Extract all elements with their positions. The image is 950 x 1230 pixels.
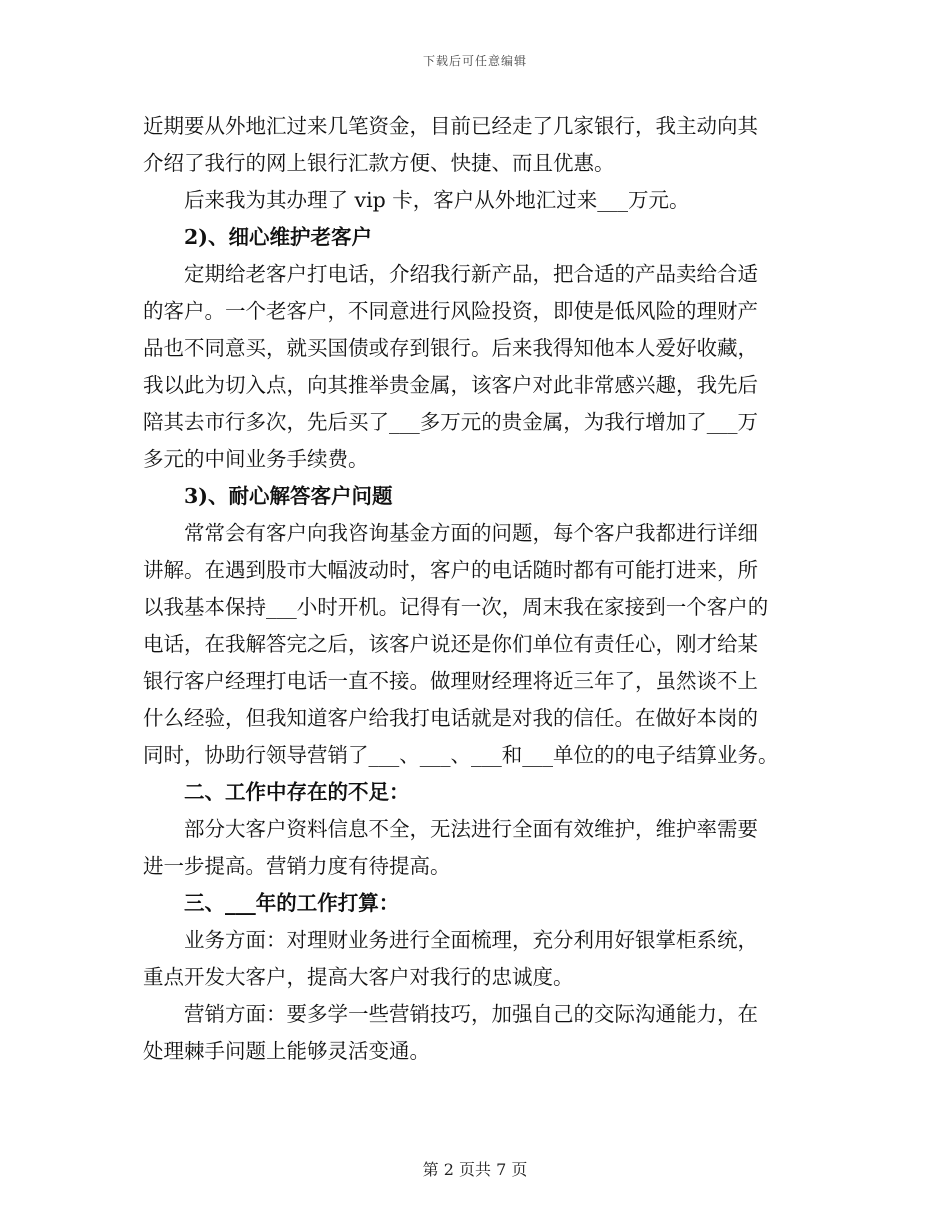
paragraph-line: 近期要从外地汇过来几笔资金，目前已经走了几家银行，我主动向其	[143, 114, 758, 138]
paragraph-line: 以我基本保持___小时开机。记得有一次，周末我在家接到一个客户的	[143, 595, 769, 619]
section-heading: 2)、细心维护老客户	[184, 225, 372, 249]
document-body	[143, 108, 807, 1070]
paragraph-line: 品也不同意买，就买国债或存到银行。后来我得知他本人爱好收藏，	[143, 336, 758, 360]
paragraph-line: 电话，在我解答完之后，该客户说还是你们单位有责任心，刚才给某	[143, 632, 758, 656]
section-heading: 3)、耐心解答客户问题	[184, 484, 393, 508]
paragraph-line: 处理棘手问题上能够灵活变通。	[143, 1039, 430, 1063]
paragraph-line: 同时，协助行领导营销了___、___、___和___单位的的电子结算业务。	[143, 743, 779, 767]
paragraph-line: 多元的中间业务手续费。	[143, 447, 369, 471]
paragraph-line: 部分大客户资料信息不全，无法进行全面有效维护，维护率需要	[184, 817, 758, 841]
paragraph-line: 的客户。一个老客户，不同意进行风险投资，即使是低风险的理财产	[143, 299, 758, 323]
paragraph-line: 陪其去市行多次，先后买了___多万元的贵金属，为我行增加了___万	[143, 410, 758, 434]
page-header: 下载后可任意编辑	[422, 54, 527, 68]
section-heading: 二、工作中存在的不足：	[184, 780, 410, 804]
page-footer: 第 2 页共 7 页	[422, 1160, 528, 1179]
paragraph-line: 重点开发大客户，提高大客户对我行的忠诚度。	[143, 965, 574, 989]
paragraph-line: 讲解。在遇到股市大幅波动时，客户的电话随时都有可能打进来，所	[143, 558, 758, 582]
paragraph-line: 业务方面：对理财业务进行全面梳理，充分利用好银掌柜系统，	[184, 928, 758, 952]
paragraph-line: 介绍了我行的网上银行汇款方便、快捷、而且优惠。	[143, 151, 615, 175]
paragraph-line: 营销方面：要多学一些营销技巧，加强自己的交际沟通能力，在	[184, 1002, 758, 1026]
paragraph-line: 定期给老客户打电话，介绍我行新产品，把合适的产品卖给合适	[184, 262, 758, 286]
paragraph-line: 我以此为切入点，向其推举贵金属，该客户对此非常感兴趣，我先后	[143, 373, 758, 397]
paragraph-line: 银行客户经理打电话一直不接。做理财经理将近三年了，虽然谈不上	[143, 669, 758, 693]
section-heading: 三、___年的工作打算：	[184, 891, 400, 915]
paragraph-line: 常常会有客户向我咨询基金方面的问题，每个客户我都进行详细	[184, 521, 758, 545]
paragraph-line: 后来我为其办理了 vip 卡，客户从外地汇过来___万元。	[184, 188, 690, 212]
paragraph-line: 什么经验，但我知道客户给我打电话就是对我的信任。在做好本岗的	[143, 706, 758, 730]
paragraph-line: 进一步提高。营销力度有待提高。	[143, 854, 451, 878]
